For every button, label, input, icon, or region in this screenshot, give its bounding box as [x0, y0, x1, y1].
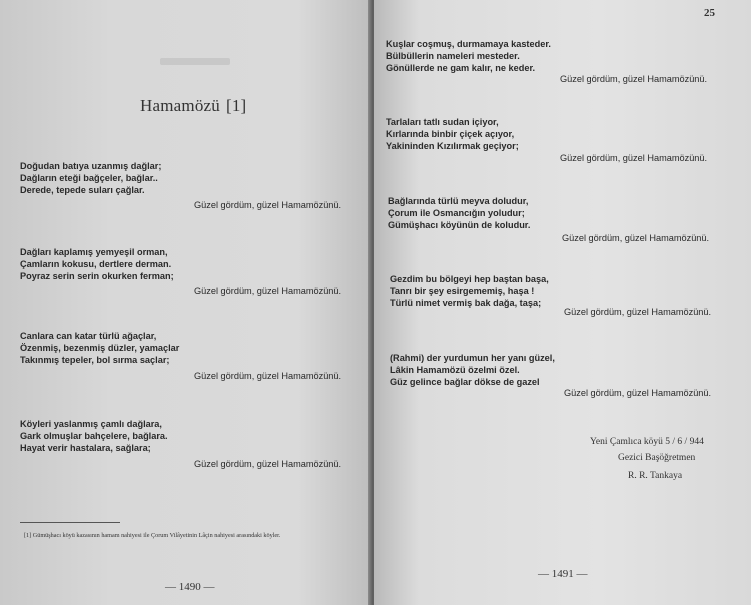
- stanza-6: [386, 116, 519, 152]
- verse-line: Çorum ile Osmancığın yoludur;: [388, 208, 525, 218]
- verse-line: Gümüşhacı köyünün de koludur.: [388, 220, 531, 230]
- verse-line: Gark olmuşlar bahçelere, bağlara.: [20, 431, 168, 441]
- stanza-9: [390, 352, 555, 388]
- refrain: Güzel gördüm, güzel Hamamözünü.: [564, 388, 712, 398]
- verse-line: Türlü nimet vermiş bak dağa, taşa;: [390, 298, 542, 308]
- verse-line: Dağları kaplamış yemyeşil orman,: [20, 247, 168, 257]
- stanza-7: [388, 195, 530, 231]
- verse-line: Güz gelince bağlar dökse de gazel: [390, 377, 540, 387]
- verse-line: Bülbüllerin nameleri mesteder.: [386, 51, 520, 61]
- poem-title: [140, 96, 246, 116]
- footnote-divider: [20, 522, 120, 523]
- page-number: — 1490 —: [165, 581, 215, 593]
- footnote: [1] Gümüşhacı köyü kazasının hamam nahiyesi ile Çorum Vilâyetinin Lâçin nahiyesi arasındaki köyler.: [24, 532, 281, 539]
- verse-line: (Rahmi) der yurdumun her yanı güzel,: [390, 353, 555, 363]
- verse-line: Gönüllerde ne gam kalır, ne keder.: [386, 63, 536, 73]
- verse-line: Poyraz serin serin okurken ferman;: [20, 271, 174, 281]
- signature-place-date: Yeni Çamlıca köyü 5 / 6 / 944: [590, 437, 704, 447]
- refrain: Güzel gördüm, güzel Hamamözünü.: [194, 371, 342, 381]
- corner-page-number: 25: [704, 7, 715, 19]
- verse-line: Tanrı bir şey esirgememiş, haşa !: [390, 286, 535, 296]
- page-number: — 1491 —: [538, 568, 588, 580]
- verse-line: Yakininden Kızılırmak geçiyor;: [386, 141, 519, 151]
- refrain: Güzel gördüm, güzel Hamamözünü.: [194, 459, 342, 469]
- verse-line: Kuşlar coşmuş, durmamaya kasteder.: [386, 39, 551, 49]
- right-page: [374, 0, 751, 605]
- stanza-1: [20, 160, 161, 196]
- refrain: Güzel gördüm, güzel Hamamözünü.: [564, 307, 712, 317]
- verse-line: Derede, tepede suları çağlar.: [20, 185, 145, 195]
- stanza-2: [20, 246, 174, 282]
- poem-title-text: Hamamözü: [140, 96, 220, 115]
- bleed-through-mark: [160, 58, 230, 65]
- signature-role: Gezici Başöğretmen: [618, 453, 696, 463]
- signature-name: R. R. Tankaya: [628, 471, 683, 481]
- verse-line: Doğudan batıya uzanmış dağlar;: [20, 161, 162, 171]
- title-footnote-ref: [1]: [225, 96, 247, 115]
- verse-line: Tarlaları tatlı sudan içiyor,: [386, 117, 499, 127]
- stanza-3: [20, 330, 179, 366]
- verse-line: Kırlarında binbir çiçek açıyor,: [386, 129, 515, 139]
- stanza-4: [20, 418, 168, 454]
- verse-line: Köyleri yaslanmış çamlı dağlara,: [20, 419, 162, 429]
- verse-line: Çamların kokusu, dertlere derman.: [20, 259, 172, 269]
- verse-line: Bağlarında türlü meyva doludur,: [388, 196, 529, 206]
- refrain: Güzel gördüm, güzel Hamamözünü.: [194, 200, 342, 210]
- verse-line: Canlara can katar türlü ağaçlar,: [20, 331, 157, 341]
- verse-line: Lâkin Hamamözü özelmi özel.: [390, 365, 520, 375]
- verse-line: Dağların eteği bağçeler, bağlar..: [20, 173, 158, 183]
- refrain: Güzel gördüm, güzel Hamamözünü.: [560, 153, 708, 163]
- refrain: Güzel gördüm, güzel Hamamözünü.: [194, 286, 342, 296]
- stanza-5: [386, 38, 551, 74]
- stanza-8: [390, 273, 549, 309]
- refrain: Güzel gördüm, güzel Hamamözünü.: [560, 74, 708, 84]
- verse-line: Takınmış tepeler, bol sırma saçlar;: [20, 355, 170, 365]
- left-page: [0, 0, 372, 605]
- verse-line: Gezdim bu bölgeyi hep baştan başa,: [390, 274, 549, 284]
- refrain: Güzel gördüm, güzel Hamamözünü.: [562, 233, 710, 243]
- verse-line: Hayat verir hastalara, sağlara;: [20, 443, 151, 453]
- verse-line: Özenmiş, bezenmiş düzler, yamaçlar: [20, 343, 180, 353]
